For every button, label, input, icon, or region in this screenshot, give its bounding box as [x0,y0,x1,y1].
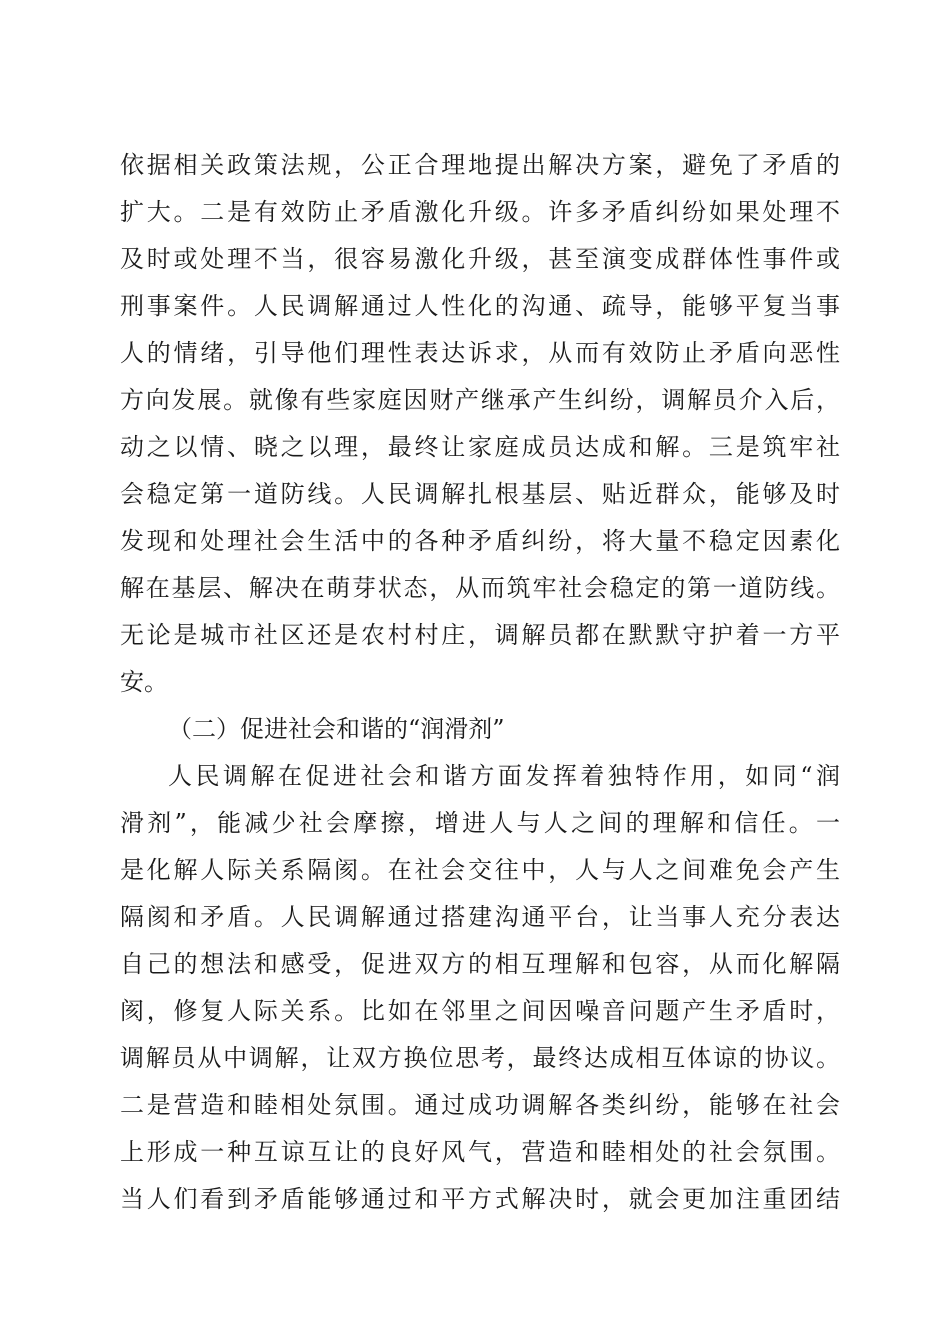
text-line: 上形成一种互谅互让的良好风气，营造和睦相处的社会氛围。 [120,1138,840,1166]
text-line: 会稳定第一道防线。人民调解扎根基层、贴近群众，能够及时 [120,480,840,508]
text-line: 刑事案件。人民调解通过人性化的沟通、疏导，能够平复当事 [120,292,840,320]
document-body [120,142,840,1223]
text-line: 及时或处理不当，很容易激化升级，甚至演变成群体性事件或 [120,245,840,273]
text-line: 依据相关政策法规，公正合理地提出解决方案，避免了矛盾的 [120,151,840,179]
text-line: 人的情绪，引导他们理性表达诉求，从而有效防止矛盾向恶性 [120,339,840,367]
text-line: 发现和处理社会生活中的各种矛盾纠纷，将大量不稳定因素化 [120,527,840,555]
text-line: 人民调解在促进社会和谐方面发挥着独特作用，如同“润 [168,762,840,790]
heading-line: （二）促进社会和谐的“润滑剂” [168,715,505,743]
paragraph-stability [120,142,840,706]
text-line: 调解员从中调解，让双方换位思考，最终达成相互体谅的协议。 [120,1044,840,1072]
text-line: 阂，修复人际关系。比如在邻里之间因噪音问题产生矛盾时， [120,997,840,1025]
paragraph-harmony [120,753,840,1223]
text-line: 自己的想法和感受，促进双方的相互理解和包容，从而化解隔 [120,950,840,978]
text-line: 扩大。二是有效防止矛盾激化升级。许多矛盾纠纷如果处理不 [120,198,840,226]
text-line: 方向发展。就像有些家庭因财产继承产生纠纷，调解员介入后， [120,386,840,414]
text-line: 是化解人际关系隔阂。在社会交往中，人与人之间难免会产生 [120,856,840,884]
text-line: 隔阂和矛盾。人民调解通过搭建沟通平台，让当事人充分表达 [120,903,840,931]
text-line: 滑剂”，能减少社会摩擦，增进人与人之间的理解和信任。一 [120,809,840,837]
text-line: 当人们看到矛盾能够通过和平方式解决时，就会更加注重团结 [120,1185,840,1213]
text-line: 安。 [120,668,168,696]
text-line: 解在基层、解决在萌芽状态，从而筑牢社会稳定的第一道防线。 [120,574,840,602]
section-heading [120,706,840,753]
text-line: 二是营造和睦相处氛围。通过成功调解各类纠纷，能够在社会 [120,1091,840,1119]
text-line: 动之以情、晓之以理，最终让家庭成员达成和解。三是筑牢社 [120,433,840,461]
text-line: 无论是城市社区还是农村村庄，调解员都在默默守护着一方平 [120,621,840,649]
